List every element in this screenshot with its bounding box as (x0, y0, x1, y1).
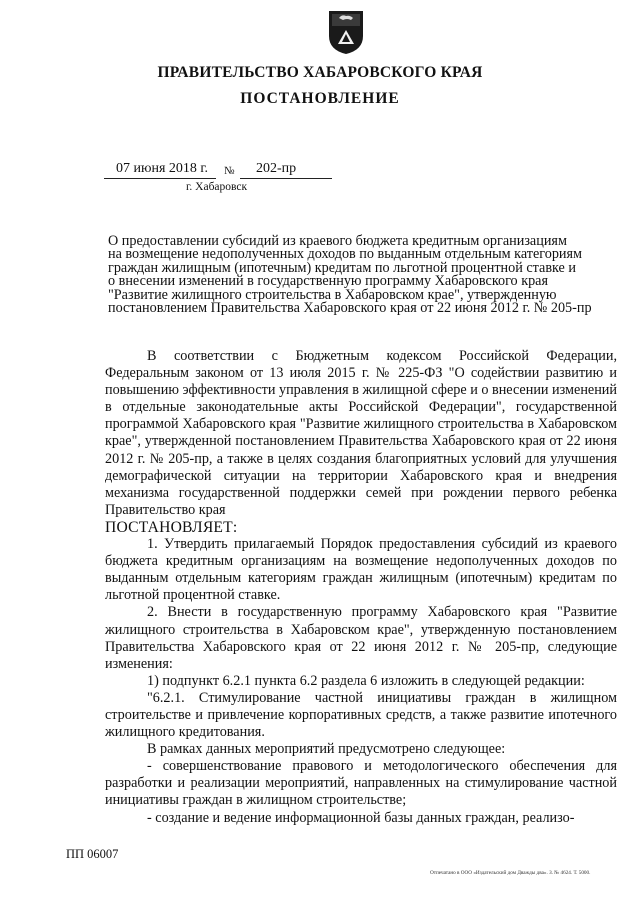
printer-imprint: Отпечатано в ООО «Издательский дом Дважды два». З. № 4624. Т. 5000. (430, 870, 591, 876)
resolves-heading: ПОСТАНОВЛЯЕТ: (105, 518, 238, 536)
subitem-1-paragraph: 1) подпункт 6.2.1 пункта 6.2 раздела 6 изложить в следующей редакции: (147, 672, 585, 689)
document-code: ПП 06007 (66, 847, 119, 861)
number-sign: № (224, 165, 235, 177)
title-line: О предоставлении субсидий из краевого бюджета кредитным организациям (108, 233, 567, 249)
title-line: о внесении изменений в государственную программу Хабаровского края (108, 273, 548, 290)
government-heading: ПРАВИТЕЛЬСТВО ХАБАРОВСКОГО КРАЯ (157, 64, 483, 81)
quote-paragraph: "6.2.1. Стимулирование частной инициативы граждан в жилищном строительстве и привлечение корпоративных средств, а также развитие ипотечного жилищного кредитования. (105, 689, 617, 741)
item-1-paragraph: 1. Утвердить прилагаемый Порядок предоставления субсидий из краевого бюджета кредитным организациям на возмещение недополученных доходов по выданным отдельным категориям граждан жилищным (ипотечным) кредитам по льготной процентной ставке. (105, 536, 617, 604)
date-underline (104, 178, 216, 179)
decree-number: 202-пр (256, 161, 297, 176)
item-2-paragraph: 2. Внести в государственную программу Хабаровского края "Развитие жилищного строительства в Хабаровском крае", утвержденную постановлением Правительства Хабаровского края от 22 июня 2012 г. № 205-пр, следующие изменения: (105, 604, 617, 672)
decree-title (108, 235, 613, 315)
decree-date: 07 июня 2018 г. (116, 161, 209, 176)
title-line: постановлением Правительства Хабаровского края от 22 июня 2012 г. № 205-пр (108, 300, 592, 317)
title-line: "Развитие жилищного строительства в Хабаровском крае", утвержденную (108, 286, 557, 303)
number-underline (240, 178, 332, 179)
title-line: на возмещение недополученных доходов по выданным отдельным категориям (108, 246, 583, 263)
decree-heading: ПОСТАНОВЛЕНИЕ (240, 90, 400, 107)
coat-of-arms-icon (327, 8, 365, 56)
within-paragraph: В рамках данных мероприятий предусмотрено следующее: (147, 741, 506, 758)
title-line: граждан жилищным (ипотечным) кредитам по льготной процентной ставке и (108, 259, 576, 276)
preamble-paragraph: В соответствии с Бюджетным кодексом Российской Федерации, Федеральным законом от 13 июля 2015 г. № 225-ФЗ "О содействии развитию и повышению эффективности управления в жилищной сфере и о внесении изменений в отдельные законодательные акты Российской Федерации", государственной программой Хабаровского края "Развитие жилищного строительства в Хабаровском крае", утвержденной постановлением Правительства Хабаровского края от 22 июня 2012 г. № 205-пр, а также в целях создания благоприятных условий для улучшения демографической ситуации на территории Хабаровского края и внедрения механизма государственной поддержки семей при рождении первого ребенка Правительство края (105, 348, 617, 518)
dash-item-1: - совершенствование правового и методологического обеспечения для разработки и реализации мероприятий, направленных на стимулирование частной инициативы граждан в жилищном строительстве; (105, 758, 617, 809)
city: г. Хабаровск (186, 181, 248, 193)
decree-body (105, 348, 617, 827)
dash-item-2: - создание и ведение информационной базы данных граждан, реализо- (147, 809, 575, 826)
